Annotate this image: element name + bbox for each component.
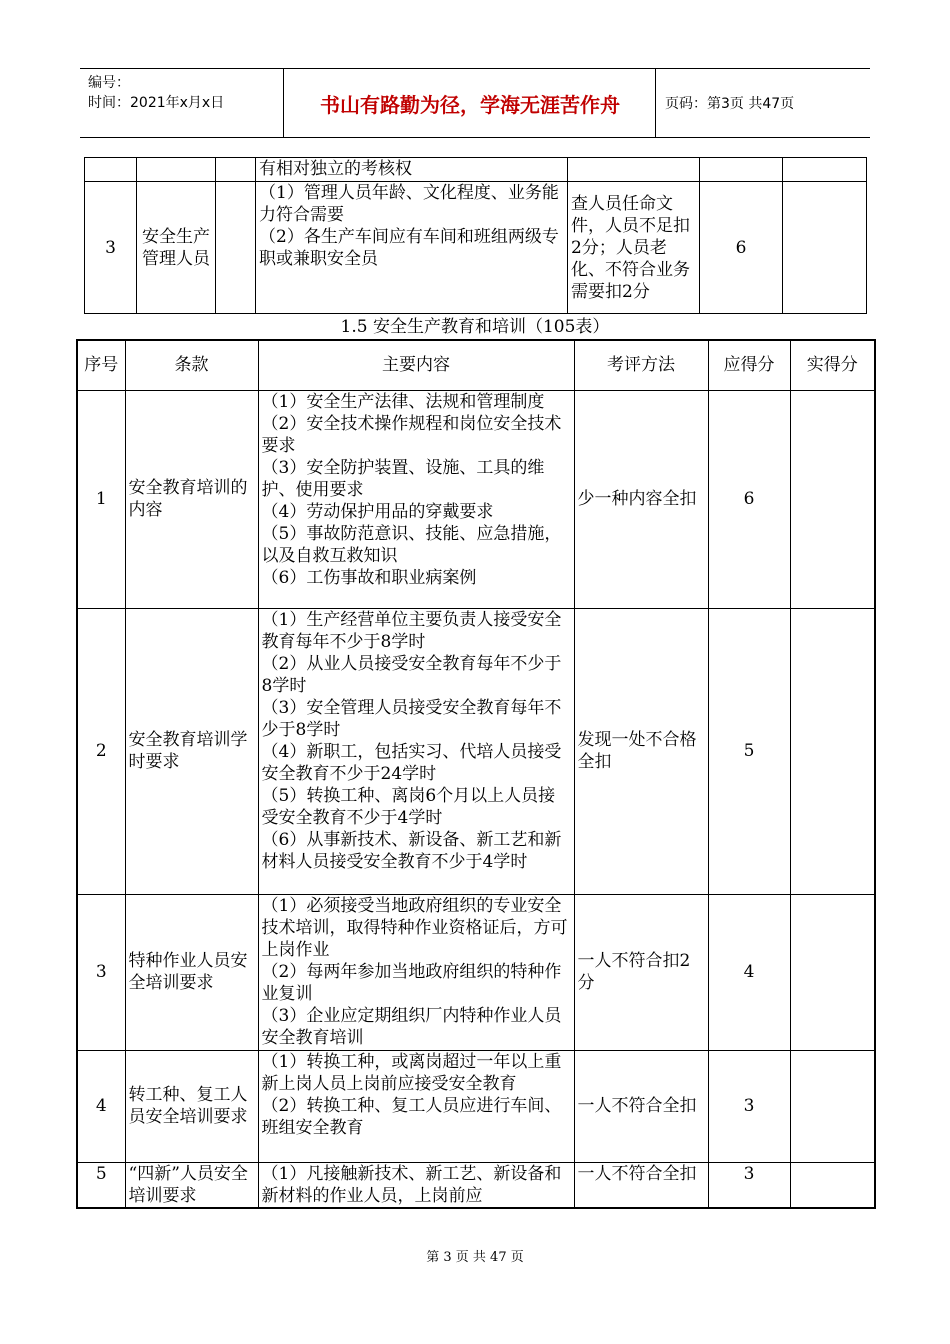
main-table bbox=[76, 339, 876, 1209]
col-header: 主要内容 bbox=[258, 340, 574, 390]
clause-cell: 转工种、复工人员安全培训要求 bbox=[125, 1050, 258, 1162]
actual-score-cell bbox=[790, 894, 875, 1050]
table-row bbox=[77, 894, 875, 1050]
table-row bbox=[77, 1162, 875, 1208]
method-cell: 一人不符合扣2分 bbox=[574, 894, 708, 1050]
method-cell: 少一种内容全扣 bbox=[574, 390, 708, 608]
header-motto: 书山有路勤为径，学海无涯苦作舟 bbox=[320, 93, 620, 117]
clause-cell: 安全生产管理人员 bbox=[137, 182, 216, 314]
score-cell: 6 bbox=[700, 182, 783, 314]
table-row bbox=[85, 182, 867, 314]
col-header: 考评方法 bbox=[574, 340, 708, 390]
content-cell: （1）凡接触新技术、新工艺、新设备和新材料的作业人员，上岗前应 bbox=[258, 1162, 574, 1208]
page-header bbox=[80, 68, 870, 138]
score-cell: 3 bbox=[708, 1162, 790, 1208]
content-cell: （1）转换工种，或离岗超过一年以上重新上岗人员上岗前应接受安全教育 （2）转换工种、复工人员应进行车间、班组安全教育 bbox=[258, 1050, 574, 1162]
header-divider bbox=[283, 69, 284, 137]
date-label: 时间：2021年x月x日 bbox=[88, 95, 225, 111]
index-cell: 4 bbox=[77, 1050, 125, 1162]
clause-cell: 安全教育培训的内容 bbox=[125, 390, 258, 608]
header-page-label: 页码：第3页 共47页 bbox=[665, 96, 795, 112]
table-header-row bbox=[77, 340, 875, 390]
col-header: 序号 bbox=[77, 340, 125, 390]
score-cell: 5 bbox=[708, 608, 790, 894]
header-meta bbox=[88, 73, 224, 113]
clause-cell: 安全教育培训学时要求 bbox=[125, 608, 258, 894]
actual-score-cell bbox=[790, 608, 875, 894]
header-divider bbox=[655, 69, 656, 137]
actual-score-cell bbox=[790, 1162, 875, 1208]
score-cell: 6 bbox=[708, 390, 790, 608]
index-cell: 3 bbox=[77, 894, 125, 1050]
method-cell: 一人不符合全扣 bbox=[574, 1162, 708, 1208]
clause-cell: 特种作业人员安全培训要求 bbox=[125, 894, 258, 1050]
top-table bbox=[84, 157, 867, 314]
page-footer: 第 3 页 共 47 页 bbox=[426, 1250, 524, 1265]
table-row bbox=[77, 1050, 875, 1162]
index-cell: 2 bbox=[77, 608, 125, 894]
col-header: 实得分 bbox=[790, 340, 875, 390]
table-row bbox=[77, 608, 875, 894]
col-header: 应得分 bbox=[708, 340, 790, 390]
method-cell: 一人不符合全扣 bbox=[574, 1050, 708, 1162]
index-cell: 3 bbox=[85, 182, 137, 314]
method-cell: 发现一处不合格全扣 bbox=[574, 608, 708, 894]
method-cell: 查人员任命文件，人员不足扣2分；人员老化、不符合业务需要扣2分 bbox=[568, 182, 700, 314]
index-cell: 1 bbox=[77, 390, 125, 608]
col-header: 条款 bbox=[125, 340, 258, 390]
actual-score-cell bbox=[790, 1050, 875, 1162]
score-cell: 4 bbox=[708, 894, 790, 1050]
index-cell: 5 bbox=[77, 1162, 125, 1208]
content-cell: （1）必须接受当地政府组织的专业安全技术培训，取得特种作业资格证后，方可上岗作业 （2）每两年参加当地政府组织的特种作业复训 （3）企业应定期组织厂内特种作业人员安全教育培训 bbox=[258, 894, 574, 1050]
content-cell: （1）安全生产法律、法规和管理制度 （2）安全技术操作规程和岗位安全技术要求 （3）安全防护装置、设施、工具的维护、使用要求 （4）劳动保护用品的穿戴要求 （5）事故防范意识、技能、应急措施，以及自救互救知识 （6）工伤事故和职业病案例 bbox=[258, 390, 574, 608]
section-caption: 1.5 安全生产教育和培训（105表） bbox=[340, 317, 610, 337]
content-cell: 有相对独立的考核权 bbox=[256, 158, 568, 182]
table-row bbox=[85, 158, 867, 182]
table-row bbox=[77, 390, 875, 608]
content-cell: （1）管理人员年龄、文化程度、业务能力符合需要 （2）各生产车间应有车间和班组两级专职或兼职安全员 bbox=[256, 182, 568, 314]
number-label: 编号： bbox=[88, 75, 130, 91]
clause-cell: “四新”人员安全培训要求 bbox=[125, 1162, 258, 1208]
score-cell: 3 bbox=[708, 1050, 790, 1162]
actual-score-cell bbox=[790, 390, 875, 608]
content-cell: （1）生产经营单位主要负责人接受安全教育每年不少于8学时 （2）从业人员接受安全教育每年不少于8学时 （3）安全管理人员接受安全教育每年不少于8学时 （4）新职工，包括实习、代培人员接受安全教育不少于24学时 （5）转换工种、离岗6个月以上人员接受安全教育不少于4学时 （6）从事新技术、新设备、新工艺和新材料人员接受安全教育不少于4学时 bbox=[258, 608, 574, 894]
